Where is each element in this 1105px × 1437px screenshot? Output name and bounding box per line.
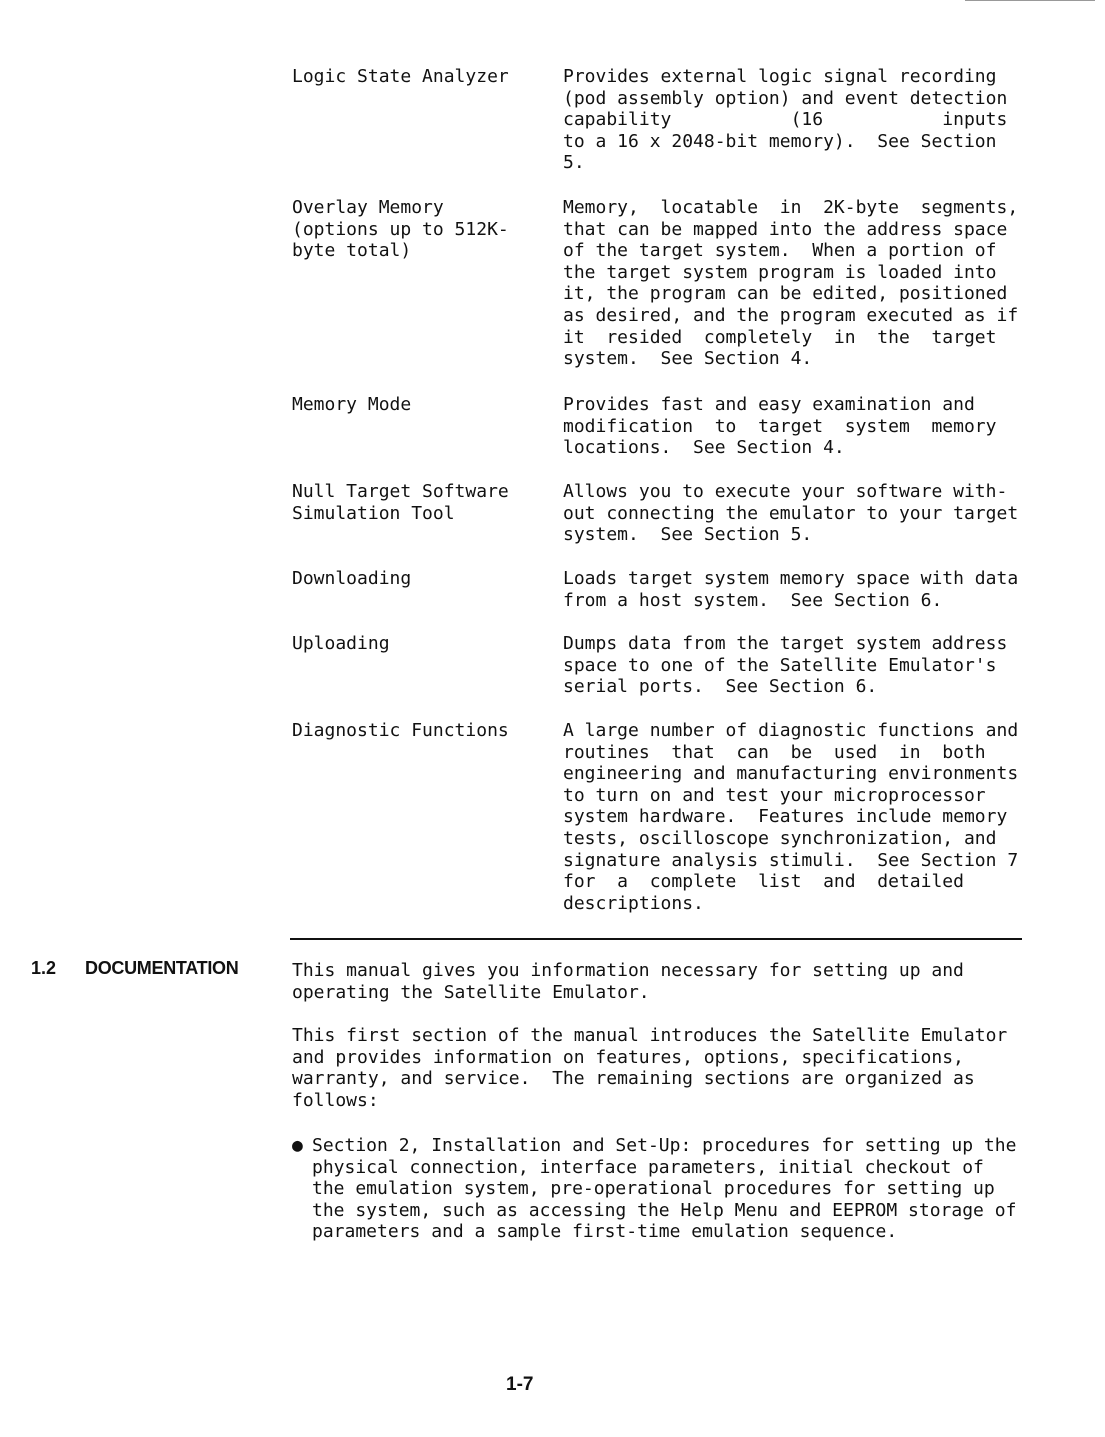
- feature-description: [563, 394, 1022, 459]
- feature-desc-line: Memory, locatable in 2K-byte segments,: [563, 197, 1019, 218]
- feature-name: Uploading: [292, 633, 390, 654]
- feature-desc-line: Provides external logic signal recording: [563, 66, 997, 87]
- bullet-line: Section 2, Installation and Set-Up: procedures for setting up the: [312, 1135, 1017, 1156]
- feature-desc-line: for a complete list and detailed: [563, 871, 964, 893]
- feature-desc-line: system. See Section 5.: [563, 524, 813, 546]
- section-title: DOCUMENTATION: [85, 958, 239, 978]
- paragraph-line: warranty, and service. The remaining sections are organized as: [292, 1068, 975, 1090]
- feature-desc-line: Loads target system memory space with data: [563, 568, 1019, 589]
- feature-desc-line: the target system program is loaded into: [563, 261, 997, 283]
- feature-desc-line: from a host system. See Section 6.: [563, 589, 943, 611]
- paragraph-line: This manual gives you information necessary for setting up and: [292, 960, 964, 981]
- paragraph-line: and provides information on features, options, specifications,: [292, 1046, 964, 1068]
- feature-desc-line: Provides fast and easy examination and: [563, 394, 975, 415]
- feature-desc-line: it resided completely in the target: [563, 326, 997, 348]
- bullet-icon: ●: [292, 1135, 303, 1156]
- section-paragraph-overview: [292, 1025, 1020, 1111]
- feature-desc-line: descriptions.: [563, 892, 704, 914]
- feature-desc-line: signature analysis stimuli. See Section 7: [563, 849, 1019, 871]
- bullet-line: the system, such as accessing the Help Menu and EEPROM storage of: [312, 1199, 1017, 1221]
- feature-description: [563, 720, 1022, 914]
- feature-name: Logic State Analyzer: [292, 66, 509, 87]
- feature-desc-line: 5.: [563, 152, 585, 174]
- feature-name: Diagnostic Functions: [292, 720, 509, 741]
- feature-description: [563, 568, 1022, 611]
- feature-desc-line: routines that can be used in both: [563, 741, 986, 763]
- top-edge-rule: [965, 0, 1095, 1]
- section-number: 1.2: [31, 958, 57, 978]
- feature-desc-line: capability (16 inputs: [563, 109, 1008, 131]
- feature-desc-line: of the target system. When a portion of: [563, 240, 997, 262]
- feature-desc-line: (pod assembly option) and event detection: [563, 87, 1008, 109]
- page-number: 1-7: [506, 1374, 534, 1395]
- feature-desc-line: it, the program can be edited, positioned: [563, 283, 1008, 305]
- bullet-line: physical connection, interface parameters, initial checkout of: [312, 1156, 984, 1178]
- feature-desc-line: system hardware. Features include memory: [563, 806, 1008, 828]
- feature-name: Null Target Software Simulation Tool: [292, 481, 509, 524]
- feature-desc-line: to turn on and test your microprocessor: [563, 784, 986, 806]
- feature-name: Memory Mode: [292, 394, 412, 415]
- feature-name: Overlay Memory (options up to 512K- byte total): [292, 197, 509, 262]
- paragraph-line: operating the Satellite Emulator.: [292, 981, 650, 1003]
- feature-desc-line: A large number of diagnostic functions and: [563, 720, 1019, 741]
- feature-desc-line: engineering and manufacturing environments: [563, 763, 1019, 785]
- feature-desc-line: Dumps data from the target system address: [563, 633, 1008, 654]
- feature-desc-line: out connecting the emulator to your target: [563, 502, 1019, 524]
- table-end-rule: [290, 938, 1022, 940]
- section-paragraph-intro: [292, 960, 1020, 1003]
- feature-description: [563, 633, 1022, 698]
- feature-desc-line: locations. See Section 4.: [563, 437, 845, 459]
- feature-desc-line: that can be mapped into the address space: [563, 218, 1008, 240]
- bullet-line: the emulation system, pre-operational procedures for setting up: [312, 1178, 995, 1200]
- bullet-text: [312, 1135, 1020, 1243]
- feature-desc-line: as desired, and the program executed as if: [563, 304, 1019, 326]
- feature-description: [563, 197, 1022, 370]
- feature-desc-line: tests, oscilloscope synchronization, and: [563, 827, 997, 849]
- feature-desc-line: serial ports. See Section 6.: [563, 676, 878, 698]
- feature-desc-line: system. See Section 4.: [563, 348, 813, 370]
- bullet-line: parameters and a sample first-time emulation sequence.: [312, 1221, 898, 1243]
- feature-name: Downloading: [292, 568, 412, 589]
- feature-desc-line: Allows you to execute your software with-: [563, 481, 1008, 502]
- feature-desc-line: to a 16 x 2048-bit memory). See Section: [563, 130, 997, 152]
- feature-description: [563, 66, 1022, 174]
- paragraph-line: follows:: [292, 1089, 379, 1111]
- paragraph-line: This first section of the manual introduces the Satellite Emulator: [292, 1025, 1008, 1046]
- feature-desc-line: modification to target system memory: [563, 415, 997, 437]
- feature-desc-line: space to one of the Satellite Emulator's: [563, 654, 997, 676]
- feature-description: [563, 481, 1022, 546]
